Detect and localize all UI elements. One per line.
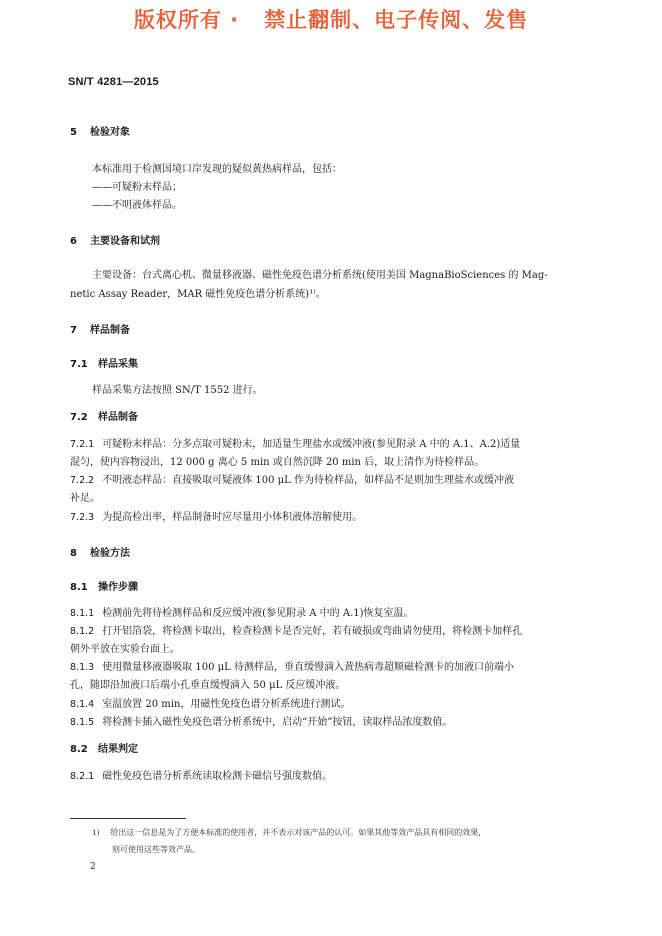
- section-number: 8.2: [70, 744, 88, 755]
- copyright-banner: 版权所有 · 禁止翻制、电子传阅、发售: [133, 8, 529, 32]
- clause-8-1-5: [70, 715, 452, 731]
- clause-number: 8.2.1: [70, 771, 95, 782]
- clause-continuation: 混匀，使内容物浸出，12 000 g 离心 5 min 或自然沉降 20 min 后，取上清作为待检样品。: [70, 457, 485, 468]
- section-7-1-body: 样品采集方法按照 SN/T 1552 进行。: [92, 385, 263, 396]
- section-5-heading: [70, 125, 130, 141]
- footnote-divider: [70, 818, 186, 819]
- section-5-item: ——可疑粉末样品；: [92, 182, 182, 193]
- footnote-mark: 1): [92, 828, 100, 837]
- clause-continuation: 孔，随即沿加液口后端小孔垂直缓慢滴入 50 μL 反应缓冲液。: [70, 680, 346, 691]
- clause-continuation: 补足。: [70, 493, 100, 504]
- footnote-text: 给出这一信息是为了方便本标准的使用者，并不表示对该产品的认可。如果其他等效产品具有相同的效果，: [110, 828, 487, 837]
- section-5-item: ——不明液体样品。: [92, 200, 182, 211]
- clause-text: 为提高检出率，样品制备时应尽量用小体积液体溶解使用。: [102, 512, 363, 523]
- section-number: 5: [70, 127, 77, 138]
- clause-number: 8.1.3: [70, 662, 95, 673]
- footnote-line: [92, 826, 486, 840]
- clause-7-2-1: [70, 437, 520, 453]
- footnote-continuation: 则可使用这些等效产品。: [112, 845, 200, 854]
- clause-text: 使用微量移液器吸取 100 μL 待测样品，垂直缓慢滴入黄热病毒超顺磁检测卡的加液口前端小: [102, 662, 514, 673]
- section-title: 检验方法: [90, 548, 130, 559]
- section-number: 8.1: [70, 582, 88, 593]
- section-6-heading: [70, 234, 160, 250]
- clause-text: 将检测卡插入磁性免疫色谱分析系统中，启动“开始”按钮，读取样品浓度数值。: [102, 717, 453, 728]
- section-title: 样品制备: [90, 325, 130, 336]
- clause-8-1-1: [70, 606, 414, 622]
- section-number: 7: [70, 325, 77, 336]
- section-number: 6: [70, 236, 77, 247]
- clause-8-1-3: [70, 660, 514, 676]
- clause-text: 不明液态样品：直接吸取可疑液体 100 μL 作为待检样品，如样品不足则加生理盐水或缓冲液: [102, 475, 514, 486]
- section-7-heading: [70, 323, 130, 339]
- clause-8-2-1: [70, 769, 332, 785]
- section-title: 结果判定: [98, 744, 138, 755]
- section-number: 8: [70, 548, 77, 559]
- section-8-heading: [70, 546, 130, 562]
- section-8-1-heading: [70, 580, 138, 596]
- clause-8-1-2: [70, 624, 522, 640]
- clause-number: 8.1.2: [70, 626, 95, 637]
- clause-number: 7.2.3: [70, 512, 95, 523]
- clause-8-1-4: [70, 697, 350, 713]
- page-number: 2: [90, 862, 96, 872]
- section-title: 样品制备: [98, 412, 138, 423]
- section-7-2-heading: [70, 410, 138, 426]
- clause-continuation: 朝外平放在实验台面上。: [70, 644, 180, 655]
- section-title: 主要设备和试剂: [90, 236, 160, 247]
- clause-number: 7.2.2: [70, 475, 95, 486]
- clause-text: 可疑粉末样品：分多点取可疑粉末，加适量生理盐水或缓冲液(参见附录 A 中的 A.1、A.2)适量: [102, 439, 521, 450]
- clause-text: 室温放置 20 min，用磁性免疫色谱分析系统进行测试。: [102, 699, 351, 710]
- clause-7-2-2: [70, 473, 514, 489]
- section-7-1-heading: [70, 357, 138, 373]
- section-number: 7.1: [70, 359, 88, 370]
- clause-text: 打开铝箔袋，将检测卡取出，检查检测卡是否完好，若有破损或弯曲请勿使用，将检测卡加样孔: [102, 626, 523, 637]
- section-6-line: netic Assay Reader，MAR 磁性免疫色谱分析系统)¹⁾。: [70, 289, 326, 300]
- section-number: 7.2: [70, 412, 88, 423]
- clause-number: 8.1.5: [70, 717, 95, 728]
- clause-text: 检测前先将待检测样品和反应缓冲液(参见附录 A 中的 A.1)恢复室温。: [102, 608, 414, 619]
- clause-number: 8.1.1: [70, 608, 95, 619]
- section-6-line: 主要设备：台式离心机、微量移液器、磁性免疫色谱分析系统(使用美国 MagnaBioSciences 的 Mag-: [92, 270, 548, 281]
- clause-7-2-3: [70, 510, 362, 526]
- clause-number: 7.2.1: [70, 439, 95, 450]
- section-5-body: 本标准用于检测国境口岸发现的疑似黄热病样品，包括：: [92, 164, 342, 175]
- section-title: 样品采集: [98, 359, 138, 370]
- clause-number: 8.1.4: [70, 699, 95, 710]
- standard-code: SN/T 4281—2015: [68, 76, 159, 88]
- section-8-2-heading: [70, 742, 138, 758]
- clause-text: 磁性免疫色谱分析系统读取检测卡磁信号强度数值。: [102, 771, 333, 782]
- section-title: 检验对象: [90, 127, 130, 138]
- section-title: 操作步骤: [98, 582, 138, 593]
